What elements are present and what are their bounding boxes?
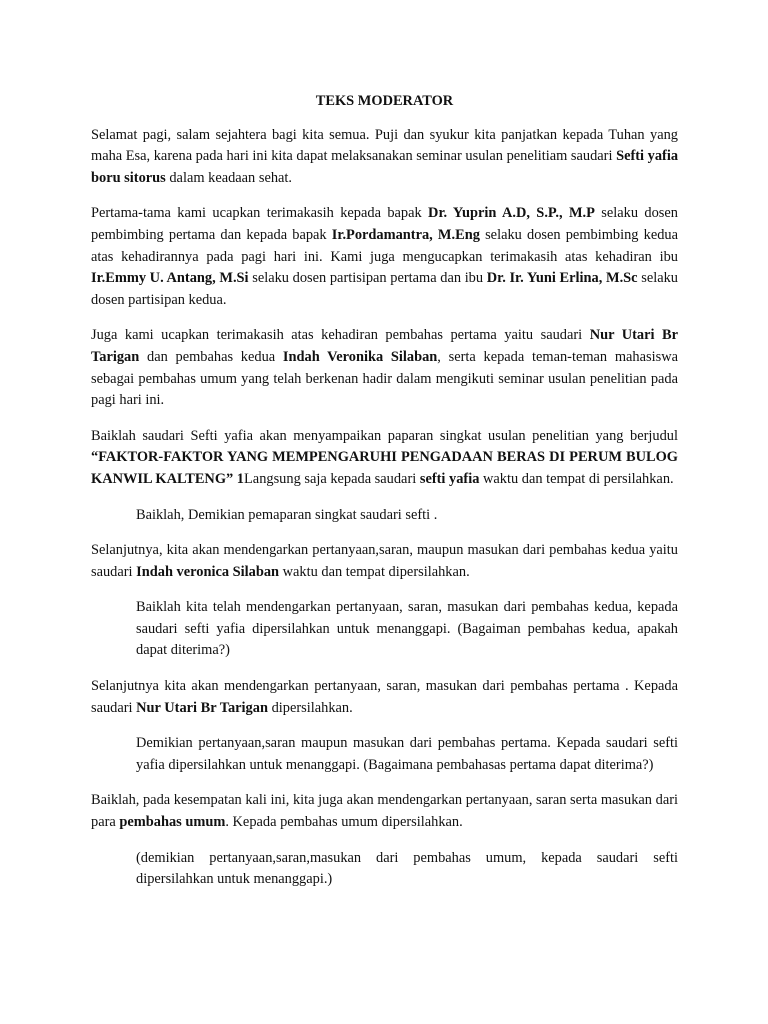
paragraph-research-title	[91, 426, 678, 491]
paragraph-closing-presentation: Baiklah, Demikian pemaparan singkat saudari sefti .	[136, 506, 438, 523]
text: selaku dosen pembimbing pertama dan kepada bapak	[91, 205, 678, 243]
text: . Kepada pembahas umum dipersilahkan.	[225, 814, 463, 831]
text: Langsung saja kepada saudari	[244, 470, 420, 487]
paragraph-first-discussant	[91, 676, 678, 719]
text: dan pembahas kedua	[139, 348, 283, 365]
general-discussants-label: pembahas umum	[119, 814, 226, 831]
paragraph-thanks-discussants	[91, 325, 678, 411]
lecturer-name-1: Dr. Yuprin A.D, S.P., M.P	[428, 205, 595, 222]
document-page	[91, 91, 678, 905]
discussant-name-2: Indah Veronika Silaban	[282, 348, 438, 365]
text: waktu dan tempat di persilahkan.	[479, 470, 674, 487]
text: Selanjutnya kita akan mendengarkan pertanyaan, saran, masukan dari pembahas pertama . Kepada saudari	[91, 678, 678, 716]
discussant-name: Indah veronica Silaban	[136, 563, 280, 580]
research-title: “FAKTOR-FAKTOR YANG MEMPENGARUHI PENGADAAN BERAS DI PERUM BULOG KANWIL KALTENG” 1	[91, 449, 678, 487]
paragraph-thanks-lecturers	[91, 203, 678, 311]
paragraph-response-second: Baiklah kita telah mendengarkan pertanyaan, saran, masukan dari pembahas kedua, kepada saudari sefti yafia dipersilahkan untuk menanggapi. (Bagaiman pembahas kedua, apakah dapat diterima?)	[136, 599, 678, 659]
text: selaku dosen pembimbing kedua atas kehadirannya pada pagi hari ini. Kami juga mengucapkan terimakasih atas kehadiran ibu	[91, 226, 679, 265]
paragraph-response-first: Demikian pertanyaan,saran maupun masukan dari pembahas pertama. Kepada saudari sefti yafia dipersilahkan untuk menanggapi. (Bagaimana pembahasas pertama dapat diterima?)	[136, 735, 678, 773]
text: selaku dosen partisipan kedua.	[91, 270, 678, 308]
text: Baiklah saudari Sefti yafia akan menyampaikan paparan singkat usulan penelitian yang berjudul	[91, 427, 678, 444]
text: dipersilahkan.	[267, 699, 353, 716]
text: Baiklah, pada kesempatan kali ini, kita juga akan mendengarkan pertanyaan, saran serta masukan dari para	[91, 792, 678, 831]
text: Juga kami ucapkan terimakasih atas kehadiran pembahas pertama yaitu saudari	[91, 327, 590, 344]
presenter-name: Sefti yafia boru sitorus	[91, 148, 679, 186]
text: Selanjutnya, kita akan mendengarkan pertanyaan,saran, maupun masukan dari pembahas kedua yaitu saudari	[91, 542, 678, 580]
discussant-name: Nur Utari Br Tarigan	[136, 699, 268, 716]
text: , serta kepada teman-teman mahasiswa sebagai pembahas umum yang telah berkenan hadir dalam mengikuti seminar usulan penelitian pada pagi hari ini.	[91, 348, 678, 409]
lecturer-name-2: Ir.Pordamantra, M.Eng	[331, 226, 480, 243]
text: selaku dosen partisipan pertama dan ibu	[248, 270, 487, 287]
paragraph-response-general: (demikian pertanyaan,saran,masukan dari pembahas umum, kepada saudari sefti dipersilahkan untuk menanggapi.)	[136, 849, 678, 888]
text: waktu dan tempat dipersilahkan.	[279, 563, 470, 580]
paragraph-opening	[91, 125, 678, 190]
text: Selamat pagi, salam sejahtera bagi kita semua. Puji dan syukur kita panjatkan kepada Tuhan yang maha Esa, karena pada hari ini kita dapat melaksanakan seminar usulan penelitiam saudari	[91, 126, 678, 165]
paragraph-general-discussants	[91, 790, 678, 833]
text: dalam keadaan sehat.	[165, 169, 293, 186]
lecturer-name-3: Ir.Emmy U. Antang, M.Si	[91, 270, 249, 287]
lecturer-name-4: Dr. Ir. Yuni Erlina, M.Sc	[486, 270, 638, 287]
text: Pertama-tama kami ucapkan terimakasih kepada bapak	[91, 205, 429, 222]
discussant-name-1: Nur Utari Br Tarigan	[91, 327, 678, 365]
presenter-name: sefti yafia	[419, 470, 480, 487]
document-title: TEKS MODERATOR	[315, 93, 454, 109]
paragraph-second-discussant	[91, 540, 678, 583]
